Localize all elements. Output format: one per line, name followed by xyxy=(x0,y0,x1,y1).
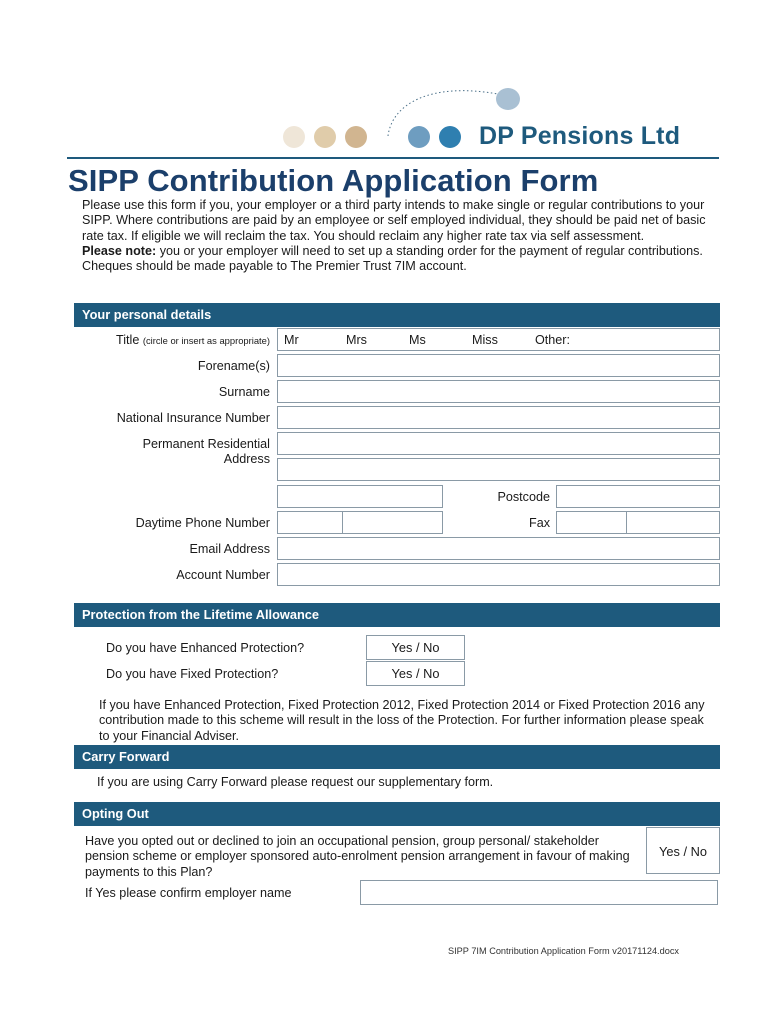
logo-dot-1 xyxy=(283,126,305,148)
intro-note xyxy=(82,244,707,275)
document-reference: SIPP 7IM Contribution Application Form v20171124.docx xyxy=(448,946,680,956)
header-rule xyxy=(67,157,719,159)
employer-name-input[interactable] xyxy=(360,880,718,905)
fax-input-number[interactable] xyxy=(626,511,720,534)
title-hint: (circle or insert as appropriate) xyxy=(142,335,270,346)
fixed-protection-yes-no[interactable]: Yes / No xyxy=(391,666,440,681)
ni-number-input[interactable] xyxy=(277,406,720,429)
address-input-line2[interactable] xyxy=(277,458,720,481)
title-label xyxy=(80,333,270,347)
title-label-text: Title xyxy=(116,333,140,347)
note-text: you or your employer will need to set up a standing order for the payment of regular contributions. Cheques should be made payable to The Premier Trust 7IM account. xyxy=(82,243,703,274)
logo-dot-3 xyxy=(345,126,367,148)
postcode-label: Postcode xyxy=(497,490,550,504)
fixed-protection-question: Do you have Fixed Protection? xyxy=(106,667,279,681)
title-field[interactable] xyxy=(277,328,720,351)
form-intro xyxy=(82,198,707,274)
title-option-ms[interactable]: Ms xyxy=(409,333,426,347)
logo-dot-2 xyxy=(314,126,336,148)
address-input-line3[interactable] xyxy=(277,485,443,508)
logo-dot-6 xyxy=(496,88,520,110)
enhanced-protection-question: Do you have Enhanced Protection? xyxy=(106,641,305,655)
section-carry-forward: Carry Forward xyxy=(74,745,720,769)
account-number-input[interactable] xyxy=(277,563,720,586)
phone-input-code[interactable] xyxy=(277,511,343,534)
phone-label: Daytime Phone Number xyxy=(135,516,270,530)
title-option-mrs[interactable]: Mrs xyxy=(346,333,367,347)
employer-name-label: If Yes please confirm employer name xyxy=(85,886,292,900)
address-label-line2: Address xyxy=(223,452,270,466)
address-label-line1: Permanent Residential xyxy=(142,437,270,451)
protection-note: If you have Enhanced Protection, Fixed Protection 2012, Fixed Protection 2014 or Fixed Protection 2016 any contribution made to this scheme will result in the loss of the Protection. For further information please speak to your Financial Adviser. xyxy=(99,698,705,743)
title-option-mr[interactable]: Mr xyxy=(284,333,299,347)
section-opting-out: Opting Out xyxy=(74,802,720,826)
form-title: SIPP Contribution Application Form xyxy=(68,163,599,198)
email-input[interactable] xyxy=(277,537,720,560)
email-label: Email Address xyxy=(189,542,270,556)
fax-label: Fax xyxy=(529,516,550,530)
title-option-miss[interactable]: Miss xyxy=(472,333,498,347)
company-name: DP Pensions Ltd xyxy=(479,122,681,150)
fax-input-code[interactable] xyxy=(556,511,627,534)
carry-forward-text: If you are using Carry Forward please request our supplementary form. xyxy=(97,775,494,789)
title-option-other[interactable]: Other: xyxy=(535,333,570,347)
note-label: Please note: xyxy=(82,243,157,258)
logo-dot-4 xyxy=(408,126,430,148)
opting-out-question: Have you opted out or declined to join an occupational pension, group personal/ stakeholder pension scheme or employer sponsored auto-enrolment pension arrangement in favour of making payments to this Plan? xyxy=(85,834,630,879)
postcode-input[interactable] xyxy=(556,485,720,508)
forenames-label: Forename(s) xyxy=(197,359,270,373)
surname-label: Surname xyxy=(218,385,270,399)
section-protection: Protection from the Lifetime Allowance xyxy=(74,603,720,627)
ni-number-label: National Insurance Number xyxy=(116,411,270,425)
account-number-label: Account Number xyxy=(176,568,270,582)
opting-out-yes-no[interactable]: Yes / No xyxy=(659,844,707,859)
intro-text: Please use this form if you, your employer or a third party intends to make single or regular contributions to your SIPP. Where contributions are paid by an employee or self employed individual, they should be paid net of basic rate tax. If eligible we will reclaim the tax. You should reclaim any higher rate tax via self assessment. xyxy=(82,198,706,243)
forenames-input[interactable] xyxy=(277,354,720,377)
section-personal-details: Your personal details xyxy=(74,303,720,327)
logo-dot-5 xyxy=(439,126,461,148)
address-input-line1[interactable] xyxy=(277,432,720,455)
surname-input[interactable] xyxy=(277,380,720,403)
enhanced-protection-yes-no[interactable]: Yes / No xyxy=(391,640,440,655)
